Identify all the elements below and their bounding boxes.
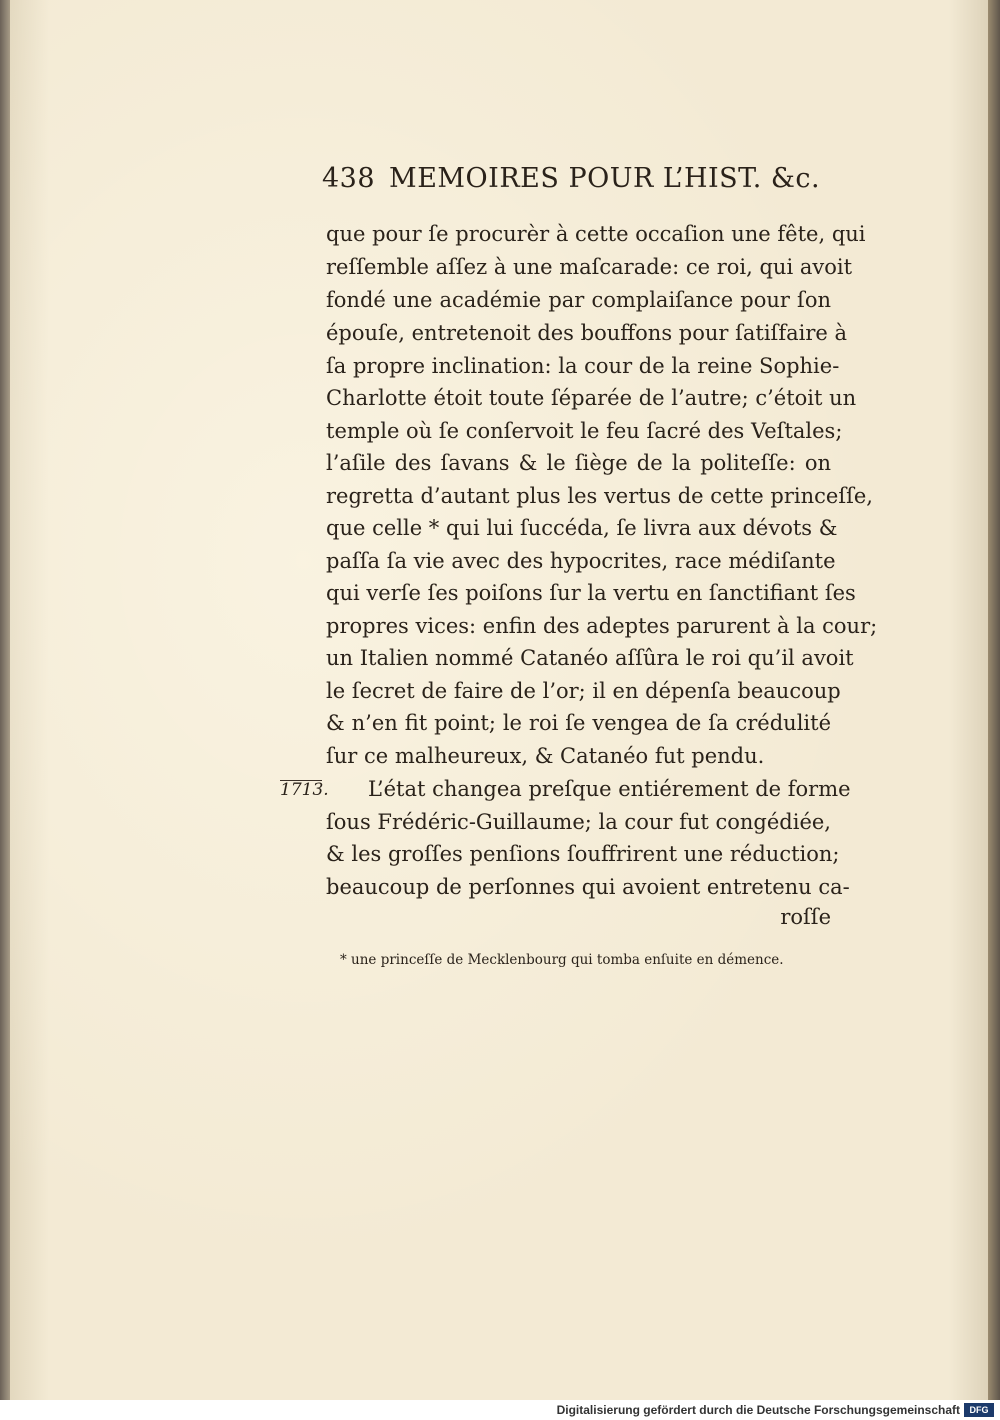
- body-line: & n’en fit point; le roi ſe vengea de ſa crédulité: [326, 711, 831, 735]
- body-line: fondé une académie par complaiſance pour ſon: [326, 288, 831, 312]
- body-line: que celle * qui lui ſuccéda, ſe livra aux dévots &: [326, 516, 838, 540]
- body-line: reſſemble aſſez à une maſcarade: ce roi, qui avoit: [326, 255, 853, 279]
- body-line: Charlotte étoit toute ſéparée de l’autre; c’étoit un: [326, 386, 857, 410]
- dfg-logo: DFG: [964, 1403, 994, 1417]
- body-line: épouſe, entretenoit des bouffons pour ſatiſfaire à: [326, 321, 848, 345]
- body-line: temple où ſe conſervoit le feu ſacré des Veſtales;: [326, 419, 843, 443]
- body-line: propres vices: enfin des adeptes parurent à la cour;: [326, 614, 878, 638]
- body-line: ſa propre inclination: la cour de la reine Sophie-: [326, 354, 840, 378]
- body-line: qui verſe ſes poiſons ſur la vertu en ſanctifiant ſes: [326, 581, 856, 605]
- body-line: le ſecret de faire de l’or; il en dépenſa beaucoup: [326, 679, 841, 703]
- margin-note-year: 1713.: [280, 780, 329, 800]
- body-line: beaucoup de perſonnes qui avoient entretenu ca-: [326, 875, 850, 899]
- body-line: ſur ce malheureux, & Catanéo fut pendu.: [326, 744, 765, 768]
- body-line: l’aſile des ſavans & le ſiège de la politeſſe: on: [326, 451, 831, 475]
- page-right-edge: [988, 0, 1000, 1400]
- body-line: ſous Frédéric-Guillaume; la cour fut congédiée,: [326, 810, 831, 834]
- footnote: * une princeſſe de Mecklenbourg qui tomba enſuite en démence.: [340, 952, 784, 968]
- digitization-credit: Digitalisierung gefördert durch die Deutsche Forschungsgemeinschaft: [556, 1403, 960, 1417]
- catchword: roſſe: [780, 905, 831, 929]
- body-line: regretta d’autant plus les vertus de cette princeſſe,: [326, 484, 873, 508]
- body-line: paſſa ſa vie avec des hypocrites, race médiſante: [326, 549, 836, 573]
- body-line: L’état changea preſque entiérement de forme: [368, 777, 851, 801]
- body-line: que pour ſe procurèr à cette occaſion une fête, qui: [326, 222, 866, 246]
- running-title: MEMOIRES POUR L’HIST. &c.: [389, 163, 821, 194]
- body-line: un Italien nommé Catanéo aſſûra le roi qu’il avoit: [326, 646, 854, 670]
- body-line: & les groſſes penſions ſouffrirent une réduction;: [326, 842, 840, 866]
- running-head: [322, 163, 822, 194]
- page-number: 438: [322, 163, 376, 194]
